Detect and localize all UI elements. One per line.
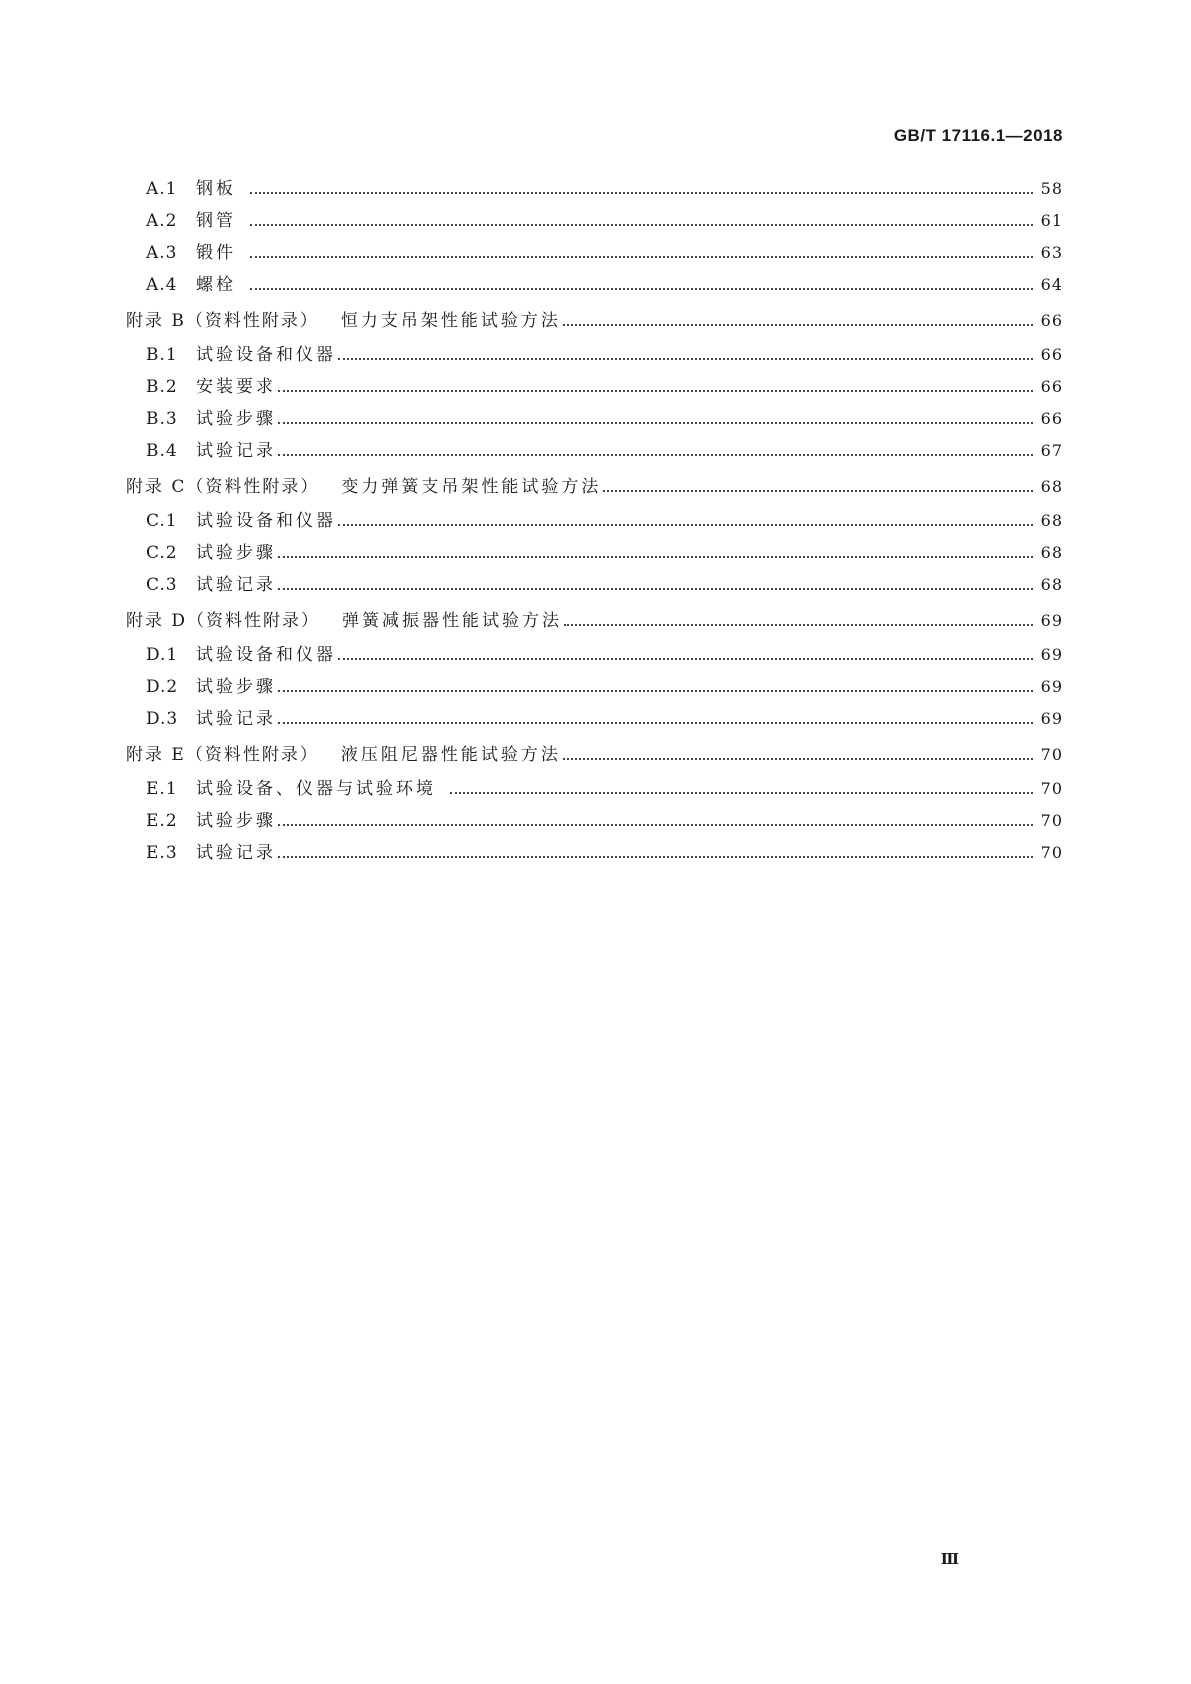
entry-number: A.4 (146, 275, 178, 295)
appendix-title: 液压阻尼器性能试验方法 (340, 745, 561, 765)
toc-entry-c2[interactable] (126, 543, 1063, 575)
entry-title: 试验设备和仪器 (196, 511, 336, 531)
entry-title: 试验设备和仪器 (196, 345, 336, 365)
dot-leader (278, 823, 1033, 826)
toc-entry-a4[interactable] (126, 275, 1063, 306)
dot-leader (278, 453, 1033, 456)
entry-title: 钢板 (196, 179, 236, 199)
dot-leader (278, 421, 1033, 424)
dot-leader (250, 223, 1033, 226)
entry-number: D.1 (146, 645, 179, 665)
toc-appendix-c[interactable] (126, 472, 1063, 511)
page-number: 69 (1040, 645, 1063, 664)
toc-entry-b2[interactable] (126, 377, 1063, 409)
dot-leader (563, 757, 1033, 760)
appendix-title: 弹簧减振器性能试验方法 (342, 611, 563, 631)
dot-leader (563, 323, 1033, 326)
entry-title: 试验步骤 (196, 811, 276, 831)
dot-leader (338, 357, 1033, 360)
entry-number: C.2 (146, 543, 178, 563)
entry-number: A.3 (146, 243, 178, 263)
appendix-title: 变力弹簧支吊架性能试验方法 (341, 477, 602, 497)
page-number: 66 (1040, 409, 1063, 428)
page-number: 63 (1040, 243, 1063, 262)
appendix-label: 附录 E（资料性附录） (126, 745, 319, 765)
page-number: 70 (1040, 779, 1063, 798)
toc-entry-b1[interactable] (126, 345, 1063, 377)
page-number: 68 (1040, 511, 1063, 530)
toc-entry-e1[interactable] (126, 779, 1063, 811)
entry-title: 试验设备、仪器与试验环境 (196, 779, 436, 799)
appendix-label: 附录 B（资料性附录） (126, 311, 319, 331)
toc-appendix-b[interactable] (126, 306, 1063, 345)
dot-leader (338, 523, 1033, 526)
toc-entry-d2[interactable] (126, 677, 1063, 709)
toc-appendix-e[interactable] (126, 740, 1063, 779)
toc-entry-c1[interactable] (126, 511, 1063, 543)
toc-entry-e3[interactable] (126, 843, 1063, 874)
entry-title: 试验步骤 (196, 409, 276, 429)
dot-leader (338, 657, 1033, 660)
page-number: 69 (1040, 677, 1063, 696)
entry-number: E.3 (146, 843, 178, 863)
entry-title: 安装要求 (196, 377, 276, 397)
toc-entry-c3[interactable] (126, 575, 1063, 606)
entry-title: 试验记录 (196, 575, 276, 595)
page-number: 61 (1040, 211, 1063, 230)
toc-entry-e2[interactable] (126, 811, 1063, 843)
toc-entry-d3[interactable] (126, 709, 1063, 740)
page-number: 68 (1040, 575, 1063, 594)
dot-leader (250, 255, 1033, 258)
standard-code: GB/T 17116.1—2018 (893, 126, 1063, 145)
dot-leader (250, 191, 1033, 194)
page-number: 69 (1040, 709, 1063, 728)
toc-entry-b4[interactable] (126, 441, 1063, 472)
entry-number: A.2 (146, 211, 178, 231)
entry-number: B.3 (146, 409, 178, 429)
toc-entry-a3[interactable] (126, 243, 1063, 275)
entry-title: 试验步骤 (196, 677, 276, 697)
entry-number: B.1 (146, 345, 178, 365)
entry-title: 钢管 (196, 211, 236, 231)
entry-number: C.1 (146, 511, 178, 531)
page-number: 70 (1040, 745, 1063, 764)
page-number: 70 (1040, 811, 1063, 830)
toc-entry-a2[interactable] (126, 211, 1063, 243)
entry-number: B.4 (146, 441, 178, 461)
entry-number: C.3 (146, 575, 178, 595)
dot-leader (564, 623, 1033, 626)
entry-number: B.2 (146, 377, 178, 397)
appendix-title: 恒力支吊架性能试验方法 (340, 311, 561, 331)
page-number: 69 (1040, 611, 1063, 630)
appendix-label: 附录 C（资料性附录） (126, 477, 320, 497)
page-number: 58 (1040, 179, 1063, 198)
entry-number: D.2 (146, 677, 179, 697)
page-number: 68 (1040, 477, 1063, 496)
dot-leader (278, 855, 1033, 858)
entry-title: 试验记录 (196, 441, 276, 461)
page-number: 64 (1040, 275, 1063, 294)
toc-entry-d1[interactable] (126, 645, 1063, 677)
dot-leader (278, 389, 1033, 392)
entry-number: A.1 (146, 179, 178, 199)
page-number: 66 (1040, 311, 1063, 330)
entry-title: 锻件 (196, 243, 236, 263)
entry-title: 螺栓 (196, 275, 236, 295)
dot-leader (278, 721, 1033, 724)
page-number: 66 (1040, 377, 1063, 396)
page-number: 66 (1040, 345, 1063, 364)
entry-number: E.2 (146, 811, 178, 831)
toc-entry-b3[interactable] (126, 409, 1063, 441)
page-number: 67 (1040, 441, 1063, 460)
entry-number: D.3 (146, 709, 179, 729)
dot-leader (278, 689, 1033, 692)
toc-entry-a1[interactable] (126, 179, 1063, 211)
dot-leader (603, 489, 1032, 492)
page-folio: Ⅲ (940, 1550, 959, 1568)
dot-leader (250, 287, 1033, 290)
entry-title: 试验记录 (196, 709, 276, 729)
entry-number: E.1 (146, 779, 178, 799)
page-number: 68 (1040, 543, 1063, 562)
page-number: 70 (1040, 843, 1063, 862)
toc-appendix-d[interactable] (126, 606, 1063, 645)
entry-title: 试验设备和仪器 (196, 645, 336, 665)
dot-leader (278, 555, 1033, 558)
entry-title: 试验记录 (196, 843, 276, 863)
dot-leader (450, 791, 1033, 794)
dot-leader (278, 587, 1033, 590)
table-of-contents (126, 179, 1063, 874)
entry-title: 试验步骤 (196, 543, 276, 563)
appendix-label: 附录 D（资料性附录） (126, 611, 321, 631)
